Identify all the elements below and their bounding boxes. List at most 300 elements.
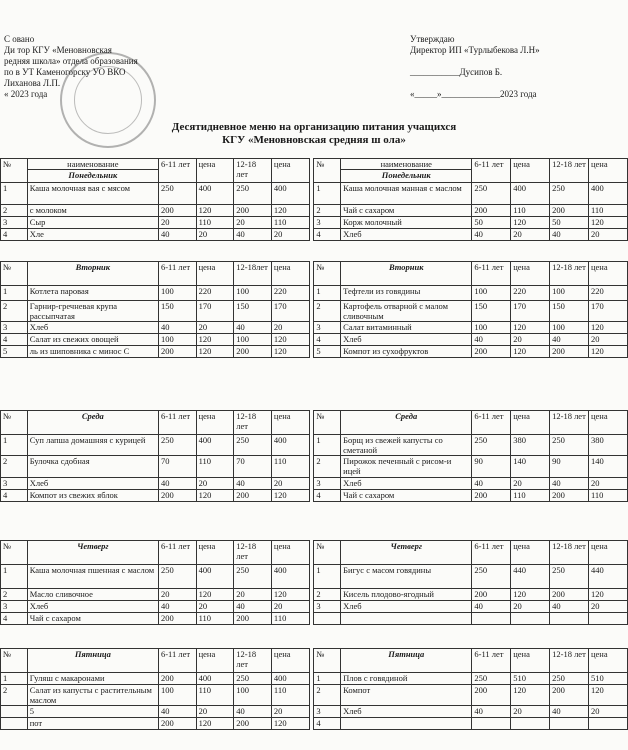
cell-no: 4 <box>314 334 341 346</box>
col-header-age-12-18: 12-18 лет <box>234 411 272 435</box>
cell-price: 20 <box>511 334 550 346</box>
menu-table-day-2 <box>0 261 628 358</box>
cell-portion-6-11: 20 <box>158 589 196 601</box>
col-header-no: № <box>1 159 28 183</box>
cell-portion-12-18 <box>550 718 589 730</box>
col-header-no: № <box>1 262 28 286</box>
cell-dish-name: Картофель отварной с малом сливочным <box>341 301 472 322</box>
table-row <box>1 490 628 502</box>
col-header-age-12-18: 12-18 лет <box>234 159 272 183</box>
col-header-price-right: цена <box>511 541 550 565</box>
col-header-name-left: Четверг <box>27 541 158 565</box>
cell-price: 20 <box>196 601 234 613</box>
cell-price: 220 <box>511 286 550 301</box>
cell-no: 3 <box>314 478 341 490</box>
cell-price-2: 120 <box>588 322 627 334</box>
cell-dish-name: Гуляш с макаронами <box>27 673 158 685</box>
col-header-age-6-11-right: 6-11 лет <box>472 541 511 565</box>
col-header-age-6-11-right: 6-11 лет <box>472 411 511 435</box>
col-header-age-12-18-right: 12-18 лет <box>550 411 589 435</box>
cell-portion-12-18: 200 <box>234 613 272 625</box>
cell-price: 110 <box>196 456 234 478</box>
approval-left-line: Ди тор КГУ «Меновновская <box>4 45 112 55</box>
cell-portion-6-11: 50 <box>472 217 511 229</box>
cell-price-2: 120 <box>271 589 309 601</box>
cell-portion-12-18: 250 <box>550 183 589 205</box>
cell-portion-12-18: 250 <box>550 673 589 685</box>
menu-table-day-5 <box>0 648 628 730</box>
cell-dish-name: Каша молочная манная с маслом <box>341 183 472 205</box>
cell-price: 20 <box>196 478 234 490</box>
cell-price-2: 220 <box>271 286 309 301</box>
approval-right-line <box>410 78 540 89</box>
cell-portion-12-18: 40 <box>550 334 589 346</box>
cell-no: 5 <box>1 346 28 358</box>
cell-price-2: 120 <box>588 217 627 229</box>
cell-dish-name: Кисель плодово-ягодный <box>341 589 472 601</box>
cell-portion-12-18: 200 <box>550 346 589 358</box>
table-row <box>1 601 628 613</box>
cell-price: 120 <box>511 217 550 229</box>
cell-dish-name: Плов с говядиной <box>341 673 472 685</box>
cell-price: 20 <box>511 601 550 613</box>
cell-price: 110 <box>511 490 550 502</box>
table-row <box>1 322 628 334</box>
cell-portion-12-18: 200 <box>234 205 272 217</box>
cell-price-2: 120 <box>271 205 309 217</box>
cell-portion-6-11: 200 <box>158 490 196 502</box>
cell-dish-name: Хлеб <box>341 478 472 490</box>
cell-dish-name <box>341 613 472 625</box>
cell-portion-6-11: 40 <box>472 601 511 613</box>
day-name-left: Понедельник <box>28 169 158 180</box>
table-row <box>1 706 628 718</box>
cell-no: 2 <box>314 589 341 601</box>
col-header-name-left: Пятница <box>27 649 158 673</box>
cell-portion-12-18: 150 <box>550 301 589 322</box>
col-header-name-text-right: наименование <box>380 159 432 169</box>
cell-portion-6-11: 40 <box>158 322 196 334</box>
cell-price-2: 110 <box>271 217 309 229</box>
cell-price: 440 <box>511 565 550 589</box>
cell-portion-12-18: 250 <box>550 565 589 589</box>
cell-price-2: 120 <box>271 718 309 730</box>
cell-portion-6-11: 90 <box>472 456 511 478</box>
col-header-price-2-right: цена <box>588 649 627 673</box>
cell-portion-12-18: 40 <box>234 478 272 490</box>
cell-no: 1 <box>314 183 341 205</box>
cell-price: 170 <box>196 301 234 322</box>
cell-portion-12-18: 40 <box>550 601 589 613</box>
col-header-price-2-right: цена <box>588 159 627 183</box>
approval-right-line: «_____»_____________2023 года <box>410 89 537 99</box>
cell-price: 110 <box>196 217 234 229</box>
cell-portion-6-11: 40 <box>158 478 196 490</box>
cell-portion-12-18: 40 <box>234 706 272 718</box>
menu-table-day-1 <box>0 158 628 241</box>
cell-dish-name: Булочка сдобная <box>27 456 158 478</box>
cell-no: 4 <box>1 490 28 502</box>
cell-no: 1 <box>1 183 28 205</box>
table-row <box>1 346 628 358</box>
cell-price: 510 <box>511 673 550 685</box>
cell-portion-6-11: 200 <box>158 613 196 625</box>
approval-right-line <box>410 56 540 67</box>
col-header-price-right: цена <box>511 649 550 673</box>
cell-portion-12-18: 200 <box>234 346 272 358</box>
cell-portion-6-11: 150 <box>472 301 511 322</box>
cell-dish-name: пот <box>27 718 158 730</box>
cell-no: 2 <box>1 301 28 322</box>
cell-portion-6-11: 200 <box>472 589 511 601</box>
approval-right-line: Утверждаю <box>410 34 455 44</box>
cell-price-2: 20 <box>271 229 309 241</box>
cell-price-2: 20 <box>271 706 309 718</box>
cell-portion-6-11 <box>472 613 511 625</box>
cell-price-2: 20 <box>271 322 309 334</box>
approval-left-line: по в УТ Каменогорску УО ВКО <box>4 67 126 77</box>
col-header-price-2: цена <box>271 541 309 565</box>
cell-no: 4 <box>1 334 28 346</box>
cell-no: 3 <box>314 322 341 334</box>
cell-price-2: 120 <box>588 685 627 706</box>
cell-price-2: 120 <box>588 589 627 601</box>
cell-price-2: 510 <box>588 673 627 685</box>
cell-portion-12-18: 250 <box>234 435 272 456</box>
cell-price-2: 400 <box>588 183 627 205</box>
cell-no: 2 <box>314 456 341 478</box>
cell-price: 120 <box>196 589 234 601</box>
cell-price: 400 <box>511 183 550 205</box>
cell-price: 120 <box>511 589 550 601</box>
col-header-age-12-18-right: 12-18 лет <box>550 649 589 673</box>
cell-portion-6-11: 100 <box>472 322 511 334</box>
cell-no: 1 <box>1 286 28 301</box>
cell-dish-name: Хлеб <box>27 322 158 334</box>
col-header-price-2-right: цена <box>588 411 627 435</box>
cell-portion-12-18: 100 <box>550 286 589 301</box>
cell-no: 2 <box>1 456 28 478</box>
cell-no: 4 <box>314 718 341 730</box>
cell-portion-12-18: 40 <box>234 601 272 613</box>
col-header-age-6-11: 6-11 лет <box>158 541 196 565</box>
cell-no: 1 <box>314 673 341 685</box>
cell-portion-12-18: 100 <box>234 286 272 301</box>
cell-price-2: 20 <box>588 706 627 718</box>
col-header-price-2: цена <box>271 649 309 673</box>
cell-portion-6-11 <box>472 718 511 730</box>
cell-dish-name: Тефтели из говядины <box>341 286 472 301</box>
cell-portion-6-11: 200 <box>158 718 196 730</box>
cell-price: 400 <box>196 183 234 205</box>
cell-portion-6-11: 200 <box>158 346 196 358</box>
cell-price: 110 <box>196 613 234 625</box>
cell-dish-name: Гарнир-гречневая крупа рассыпчатая <box>27 301 158 322</box>
col-header-price-2-right: цена <box>588 541 627 565</box>
cell-portion-12-18: 40 <box>550 478 589 490</box>
cell-price: 120 <box>196 334 234 346</box>
cell-no: 3 <box>314 217 341 229</box>
day-name-right: Понедельник <box>341 169 471 180</box>
cell-no <box>1 706 28 718</box>
cell-dish-name: Компот из сухофруктов <box>341 346 472 358</box>
cell-portion-6-11: 200 <box>472 346 511 358</box>
cell-price-2 <box>588 613 627 625</box>
cell-price: 120 <box>511 346 550 358</box>
cell-portion-6-11: 250 <box>158 183 196 205</box>
approval-left-line: редняя школа» отдела образования <box>4 56 138 66</box>
cell-dish-name: Котлета паровая <box>27 286 158 301</box>
col-header-price: цена <box>196 411 234 435</box>
cell-portion-12-18: 200 <box>550 685 589 706</box>
cell-portion-6-11: 250 <box>472 183 511 205</box>
cell-no: 2 <box>1 589 28 601</box>
cell-price-2: 120 <box>271 334 309 346</box>
cell-price-2: 380 <box>588 435 627 456</box>
cell-price-2: 440 <box>588 565 627 589</box>
col-header-age-6-11-right: 6-11 лет <box>472 262 511 286</box>
cell-portion-6-11: 40 <box>472 478 511 490</box>
cell-dish-name: ль из шиповника с минос С <box>27 346 158 358</box>
cell-no: 2 <box>1 205 28 217</box>
cell-no: 3 <box>1 217 28 229</box>
cell-no: 3 <box>314 601 341 613</box>
table-row <box>1 286 628 301</box>
col-header-no: № <box>1 541 28 565</box>
cell-no: 4 <box>1 613 28 625</box>
cell-dish-name: Сыр <box>27 217 158 229</box>
cell-portion-12-18: 150 <box>234 301 272 322</box>
cell-dish-name: Чай с сахаром <box>341 490 472 502</box>
cell-portion-12-18: 50 <box>550 217 589 229</box>
cell-price-2: 20 <box>588 478 627 490</box>
cell-dish-name: Салат витаминный <box>341 322 472 334</box>
cell-price <box>511 718 550 730</box>
cell-price-2: 140 <box>588 456 627 478</box>
cell-dish-name: Компот из свежих яблок <box>27 490 158 502</box>
cell-no: 4 <box>1 229 28 241</box>
col-header-price-2: цена <box>271 159 309 183</box>
cell-portion-6-11: 100 <box>158 286 196 301</box>
document-title-line2: КГУ «Меновновская средняя ш ола» <box>222 134 406 146</box>
cell-price-2: 170 <box>271 301 309 322</box>
table-row <box>1 205 628 217</box>
col-header-price-right: цена <box>511 262 550 286</box>
approval-left-line: « 2023 года <box>4 89 48 99</box>
cell-portion-12-18: 90 <box>550 456 589 478</box>
col-header-age-6-11: 6-11 лет <box>158 159 196 183</box>
cell-portion-12-18: 200 <box>234 718 272 730</box>
table-row <box>1 565 628 589</box>
col-header-price-2-right: цена <box>588 262 627 286</box>
cell-portion-12-18: 40 <box>234 322 272 334</box>
col-header-age-12-18-right: 12-18 лет <box>550 541 589 565</box>
col-header-name-right: Вторник <box>341 262 472 286</box>
cell-price: 400 <box>196 435 234 456</box>
col-header-name-left: Среда <box>27 411 158 435</box>
cell-price-2: 110 <box>271 613 309 625</box>
cell-no: 2 <box>314 301 341 322</box>
col-header-age-6-11-right: 6-11 лет <box>472 649 511 673</box>
cell-no: 3 <box>1 322 28 334</box>
col-header-no-right: № <box>314 159 341 183</box>
cell-portion-6-11: 150 <box>158 301 196 322</box>
cell-no: 2 <box>1 685 28 706</box>
table-row <box>1 673 628 685</box>
cell-price-2: 20 <box>588 229 627 241</box>
cell-price-2: 170 <box>588 301 627 322</box>
cell-price: 20 <box>511 706 550 718</box>
cell-price-2 <box>588 718 627 730</box>
cell-portion-12-18: 250 <box>234 565 272 589</box>
col-header-age-12-18: 12-18лет <box>234 262 272 286</box>
cell-portion-6-11: 40 <box>158 706 196 718</box>
cell-portion-6-11: 250 <box>158 435 196 456</box>
col-header-name-right <box>341 159 472 183</box>
cell-price-2: 400 <box>271 435 309 456</box>
cell-dish-name: Масло сливочное <box>27 589 158 601</box>
cell-portion-6-11: 40 <box>158 601 196 613</box>
table-row <box>1 301 628 322</box>
cell-price: 120 <box>511 322 550 334</box>
cell-no: 3 <box>1 478 28 490</box>
approval-left-line: Лиханова Л.П. <box>4 78 61 88</box>
cell-price-2: 120 <box>271 346 309 358</box>
col-header-name-right: Среда <box>341 411 472 435</box>
cell-price: 20 <box>511 478 550 490</box>
cell-dish-name: Хлеб <box>341 334 472 346</box>
cell-price: 380 <box>511 435 550 456</box>
cell-no: 3 <box>314 706 341 718</box>
cell-price-2: 400 <box>271 673 309 685</box>
cell-portion-6-11: 100 <box>472 286 511 301</box>
cell-dish-name: Хлеб <box>341 601 472 613</box>
cell-no: 1 <box>1 673 28 685</box>
cell-dish-name: Бигус с масом говядины <box>341 565 472 589</box>
col-header-name-text: наименование <box>67 159 119 169</box>
approval-right-line: ___________Дусипов Б. <box>410 67 503 77</box>
cell-dish-name: Чай с сахаром <box>341 205 472 217</box>
approval-left-line: С овано <box>4 34 35 44</box>
cell-dish-name: Чай с сахаром <box>27 613 158 625</box>
cell-dish-name: Хлеб <box>27 478 158 490</box>
cell-price-2: 20 <box>588 601 627 613</box>
cell-portion-12-18: 250 <box>234 183 272 205</box>
cell-portion-6-11: 100 <box>158 334 196 346</box>
table-row <box>1 718 628 730</box>
cell-price: 20 <box>196 229 234 241</box>
cell-portion-12-18: 20 <box>234 589 272 601</box>
cell-portion-12-18: 70 <box>234 456 272 478</box>
cell-portion-12-18: 200 <box>234 490 272 502</box>
cell-dish-name: Борщ из свежей капусты со сметаной <box>341 435 472 456</box>
col-header-name-right: Пятница <box>341 649 472 673</box>
col-header-price: цена <box>196 649 234 673</box>
col-header-no-right: № <box>314 649 341 673</box>
cell-no: 4 <box>314 490 341 502</box>
cell-dish-name: Салат из свежих овощей <box>27 334 158 346</box>
cell-no: 1 <box>1 565 28 589</box>
col-header-age-6-11: 6-11 лет <box>158 262 196 286</box>
cell-dish-name: Корж молочный <box>341 217 472 229</box>
col-header-age-6-11: 6-11 лет <box>158 411 196 435</box>
approval-right-line: Директор ИП «Турлыбекова Л.Н» <box>410 45 540 55</box>
cell-portion-12-18: 40 <box>234 229 272 241</box>
table-row <box>1 435 628 456</box>
cell-dish-name: Салат из капусты с растительным маслом <box>27 685 158 706</box>
table-row <box>1 589 628 601</box>
col-header-age-12-18: 12-18 лет <box>234 541 272 565</box>
cell-price: 20 <box>196 706 234 718</box>
table-row <box>1 685 628 706</box>
col-header-name-left: Вторник <box>27 262 158 286</box>
cell-price: 220 <box>196 286 234 301</box>
cell-dish-name: Суп лапша домашняя с курицей <box>27 435 158 456</box>
cell-price: 120 <box>196 346 234 358</box>
col-header-age-12-18-right: 12-18 лет <box>550 262 589 286</box>
cell-portion-6-11: 250 <box>158 565 196 589</box>
cell-no: 4 <box>314 229 341 241</box>
cell-no: 1 <box>314 286 341 301</box>
cell-portion-6-11: 40 <box>472 229 511 241</box>
cell-portion-6-11: 20 <box>158 217 196 229</box>
cell-no <box>1 718 28 730</box>
col-header-price-2: цена <box>271 262 309 286</box>
cell-portion-12-18: 250 <box>550 435 589 456</box>
cell-no <box>314 613 341 625</box>
cell-no: 1 <box>314 565 341 589</box>
cell-dish-name: Хлеб <box>341 229 472 241</box>
cell-dish-name: Хле <box>27 229 158 241</box>
cell-portion-6-11: 250 <box>472 673 511 685</box>
cell-portion-6-11: 200 <box>472 205 511 217</box>
cell-no: 2 <box>314 205 341 217</box>
table-row <box>1 229 628 241</box>
cell-portion-6-11: 40 <box>472 706 511 718</box>
col-header-price: цена <box>196 541 234 565</box>
col-header-age-12-18-right: 12-18 лет <box>550 159 589 183</box>
cell-portion-6-11: 250 <box>472 435 511 456</box>
cell-dish-name: 5 <box>27 706 158 718</box>
cell-portion-6-11: 200 <box>158 673 196 685</box>
col-header-price-right: цена <box>511 159 550 183</box>
cell-portion-12-18: 100 <box>234 685 272 706</box>
col-header-no-right: № <box>314 411 341 435</box>
cell-price <box>511 613 550 625</box>
table-row <box>1 478 628 490</box>
cell-portion-6-11: 200 <box>158 205 196 217</box>
cell-dish-name: Хлеб <box>341 706 472 718</box>
cell-price: 20 <box>511 229 550 241</box>
table-row <box>1 217 628 229</box>
cell-portion-6-11: 40 <box>158 229 196 241</box>
cell-portion-12-18: 100 <box>550 322 589 334</box>
cell-price: 120 <box>196 490 234 502</box>
cell-price: 110 <box>196 685 234 706</box>
col-header-no: № <box>1 411 28 435</box>
cell-portion-12-18: 40 <box>550 229 589 241</box>
cell-no: 2 <box>314 685 341 706</box>
cell-price: 120 <box>196 205 234 217</box>
col-header-name-right: Четверг <box>341 541 472 565</box>
col-header-no-right: № <box>314 262 341 286</box>
cell-price-2: 110 <box>271 685 309 706</box>
cell-portion-12-18: 20 <box>234 217 272 229</box>
table-row <box>1 613 628 625</box>
col-header-price-2: цена <box>271 411 309 435</box>
cell-price: 170 <box>511 301 550 322</box>
menu-table-day-3 <box>0 410 628 502</box>
